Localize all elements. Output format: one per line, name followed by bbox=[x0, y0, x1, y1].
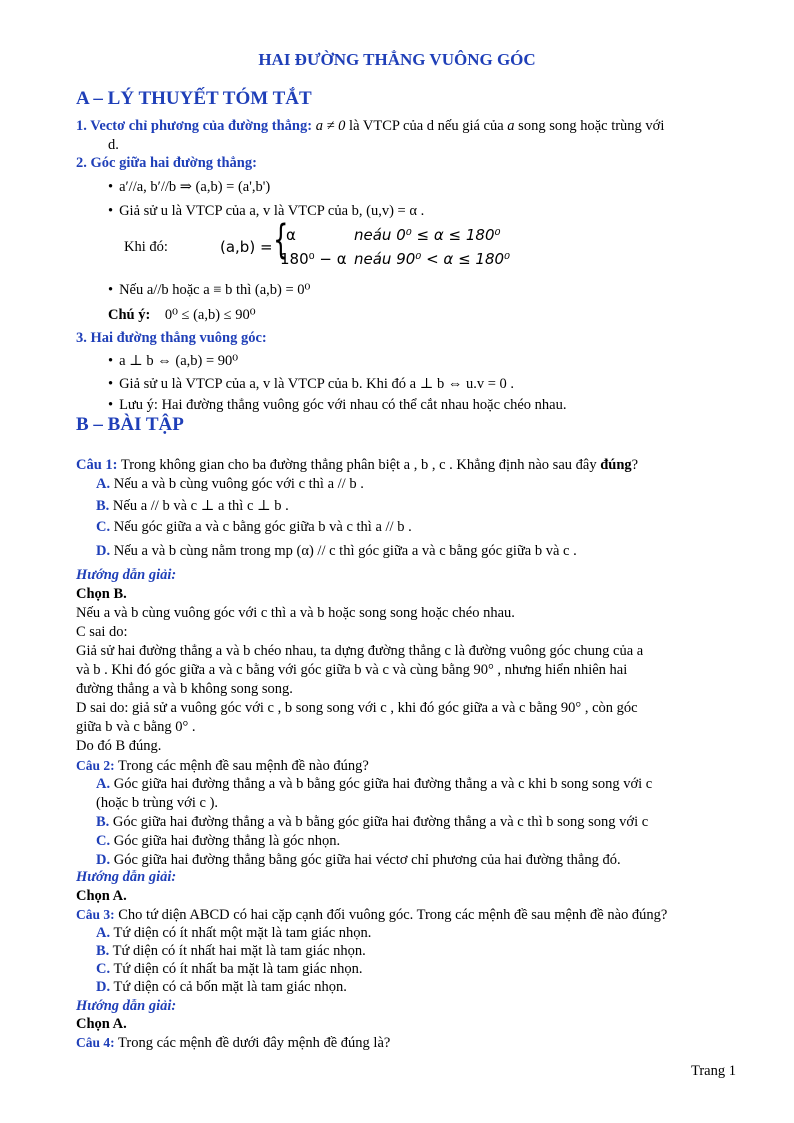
q1-solution-8: Do đó B đúng. bbox=[76, 738, 162, 754]
q1-stem bbox=[76, 456, 738, 475]
q3-answer: Chọn A. bbox=[76, 1016, 127, 1032]
q1-option-c-label: C. bbox=[96, 519, 111, 535]
theory-3-bullet-2-text: Giả sử u là VTCP của a, v là VTCP của b. Khi đó a ⊥ b ⇔ u.v = 0 . bbox=[119, 376, 515, 392]
q2-option-b bbox=[96, 813, 738, 832]
q1-solution-6: D sai do: giả sử a vuông góc với c , b song song với c , khi đó góc giữa a và c bằng 90° , còn góc bbox=[76, 700, 638, 716]
theory-3-heading: 3. Hai đường thẳng vuông góc: bbox=[76, 330, 267, 346]
theory-2-case-2-val: 180⁰ − α bbox=[280, 250, 347, 268]
q3-option-b-text: Tứ diện có ít nhất hai mặt là tam giác nhọn. bbox=[112, 943, 366, 959]
q1-option-d-text: Nếu a và b cùng nằm trong mp (α) // c thì góc giữa a và c bằng góc giữa b và c . bbox=[113, 543, 577, 559]
q1-option-d bbox=[96, 542, 738, 561]
q3-stem bbox=[76, 905, 738, 925]
q3-option-c-label: C. bbox=[96, 961, 111, 977]
theory-2-bullet-1-text: a′//a, b′//b ⇒ (a,b) = (a',b') bbox=[119, 179, 271, 195]
q3-option-a bbox=[96, 924, 738, 943]
q1-solution-1: Nếu a và b cùng vuông góc với c thì a và b hoặc song song hoặc chéo nhau. bbox=[76, 605, 515, 621]
q3-option-d-text: Tứ diện có cả bốn mặt là tam giác nhọn. bbox=[113, 979, 347, 995]
q1-guide-heading: Hướng dẫn giải: bbox=[76, 567, 177, 583]
theory-2-note bbox=[108, 306, 738, 325]
theory-2-khido: Khi đó: bbox=[124, 239, 168, 255]
theory-3-bullet-1 bbox=[108, 352, 738, 371]
q1-end: ? bbox=[631, 457, 639, 473]
q3-guide-heading: Hướng dẫn giải: bbox=[76, 998, 177, 1014]
q2-guide-heading: Hướng dẫn giải: bbox=[76, 869, 177, 885]
q1-option-c bbox=[96, 518, 738, 537]
q2-option-a bbox=[96, 775, 738, 794]
q2-answer: Chọn A. bbox=[76, 888, 127, 904]
q1-solution-4: và b . Khi đó góc giữa a và c bằng với góc giữa b và c và cùng bằng 90° , nhưng hiển nhiên hai bbox=[76, 662, 628, 678]
q1-option-b-label: B. bbox=[96, 498, 110, 514]
theory-2-bullet-3-text: Nếu a//b hoặc a ≡ b thì (a,b) = 0⁰ bbox=[119, 282, 311, 298]
theory-1-cont: d. bbox=[108, 137, 119, 153]
section-b-heading: B – BÀI TẬP bbox=[76, 414, 184, 435]
q3-option-d bbox=[96, 978, 738, 997]
q3-option-a-label: A. bbox=[96, 925, 111, 941]
q1-option-c-text: Nếu góc giữa a và c bằng góc giữa b và c thì a // b . bbox=[113, 519, 412, 535]
theory-1-math: a ≠ 0 bbox=[315, 118, 346, 134]
q1-option-a-text: Nếu a và b cùng vuông góc với c thì a // b . bbox=[113, 476, 364, 492]
q1-bold: đúng bbox=[600, 457, 632, 473]
q2-text: Trong các mệnh đề sau mệnh đề nào đúng? bbox=[118, 758, 369, 774]
q2-label: Câu 2: bbox=[76, 758, 115, 773]
q3-option-a-text: Tứ diện có ít nhất một mặt là tam giác nhọn. bbox=[113, 925, 372, 941]
q1-solution-2: C sai do: bbox=[76, 624, 128, 640]
theory-1-a: a bbox=[507, 118, 515, 134]
q2-option-c-text: Góc giữa hai đường thẳng là góc nhọn. bbox=[113, 833, 341, 849]
q3-text: Cho tứ diện ABCD có hai cặp cạnh đối vuông góc. Trong các mệnh đề sau mệnh đề nào đúng? bbox=[118, 907, 668, 923]
theory-2-case-2-cond: neáu 90⁰ < α ≤ 180⁰ bbox=[354, 250, 511, 268]
q3-option-b-label: B. bbox=[96, 943, 110, 959]
q3-option-c bbox=[96, 960, 738, 979]
q1-option-d-label: D. bbox=[96, 543, 111, 559]
q4-text: Trong các mệnh đề dưới đây mệnh đề đúng là? bbox=[118, 1035, 391, 1051]
theory-2-heading: 2. Góc giữa hai đường thẳng: bbox=[76, 155, 257, 171]
q4-stem bbox=[76, 1033, 738, 1053]
theory-1-text2: song song hoặc trùng với bbox=[518, 118, 665, 134]
theory-3-bullet-3 bbox=[108, 396, 738, 415]
section-a-heading: A – LÝ THUYẾT TÓM TẮT bbox=[76, 88, 312, 109]
q2-option-d-text: Góc giữa hai đường thẳng bằng góc giữa hai véctơ chỉ phương của hai đường thẳng đó. bbox=[113, 852, 621, 868]
theory-2-note-label: Chú ý: bbox=[108, 307, 151, 323]
theory-2-bullet-2-text: Giả sử u là VTCP của a, v là VTCP của b, (u,v) = α . bbox=[119, 203, 425, 219]
q2-option-d-label: D. bbox=[96, 852, 111, 868]
q1-solution-5: đường thẳng a và b không song song. bbox=[76, 681, 293, 697]
q1-solution-3: Giả sử hai đường thẳng a và b chéo nhau, ta dựng đường thẳng c là đường vuông góc chung của a bbox=[76, 643, 644, 659]
theory-2-bullet-1 bbox=[108, 178, 738, 197]
q2-option-a-cont: (hoặc b trùng với c ). bbox=[96, 795, 219, 811]
theory-1-heading: 1. Vectơ chỉ phương của đường thẳng: bbox=[76, 118, 313, 134]
q2-option-a-label: A. bbox=[96, 776, 111, 792]
theory-2-bullet-3 bbox=[108, 281, 738, 300]
q2-option-b-label: B. bbox=[96, 814, 110, 830]
q1-answer: Chọn B. bbox=[76, 586, 127, 602]
theory-2-note-math: 0⁰ ≤ (a,b) ≤ 90⁰ bbox=[164, 307, 256, 323]
q2-option-a-text: Góc giữa hai đường thẳng a và b bằng góc giữa hai đường thẳng a và c khi b song song với c bbox=[113, 776, 653, 792]
theory-3-bullet-1-text: a ⊥ b ⇔ (a,b) = 90⁰ bbox=[119, 353, 239, 369]
q3-option-b bbox=[96, 942, 738, 961]
q1-solution-7: giữa b và c bằng 0° . bbox=[76, 719, 196, 735]
q1-option-b bbox=[96, 497, 738, 516]
theory-2-case-1-val: α bbox=[286, 226, 296, 244]
theory-3-bullet-3-text: Lưu ý: Hai đường thẳng vuông góc với nhau có thể cắt nhau hoặc chéo nhau. bbox=[119, 397, 567, 413]
q1-option-b-text: Nếu a // b và c ⊥ a thì c ⊥ b . bbox=[112, 498, 289, 514]
q1-option-a bbox=[96, 475, 738, 494]
theory-2-bullet-2 bbox=[108, 202, 738, 221]
theory-2-case-1-cond: neáu 0⁰ ≤ α ≤ 180⁰ bbox=[354, 226, 501, 244]
q3-label: Câu 3: bbox=[76, 907, 115, 922]
q2-stem bbox=[76, 756, 738, 776]
q1-option-a-label: A. bbox=[96, 476, 111, 492]
q3-option-c-text: Tứ diện có ít nhất ba mặt là tam giác nhọn. bbox=[113, 961, 363, 977]
q4-label: Câu 4: bbox=[76, 1035, 115, 1050]
page-title: HAI ĐƯỜNG THẲNG VUÔNG GÓC bbox=[258, 50, 536, 69]
q3-option-d-label: D. bbox=[96, 979, 111, 995]
page-number: Trang 1 bbox=[691, 1063, 736, 1079]
q2-option-b-text: Góc giữa hai đường thẳng a và b bằng góc giữa hai đường thẳng a và c thì b song song với c bbox=[112, 814, 649, 830]
theory-1-text: là VTCP của d nếu giá của bbox=[349, 118, 504, 134]
q2-option-c bbox=[96, 832, 738, 851]
theory-1 bbox=[76, 117, 738, 136]
brace-icon: { bbox=[273, 217, 289, 263]
theory-3-bullet-2 bbox=[108, 375, 738, 394]
theory-2-case-lhs: (a,b) = bbox=[220, 238, 273, 256]
q1-label: Câu 1: bbox=[76, 457, 118, 473]
q2-option-c-label: C. bbox=[96, 833, 111, 849]
q1-text: Trong không gian cho ba đường thẳng phân biệt a , b , c . Khẳng định nào sau đây bbox=[120, 457, 597, 473]
